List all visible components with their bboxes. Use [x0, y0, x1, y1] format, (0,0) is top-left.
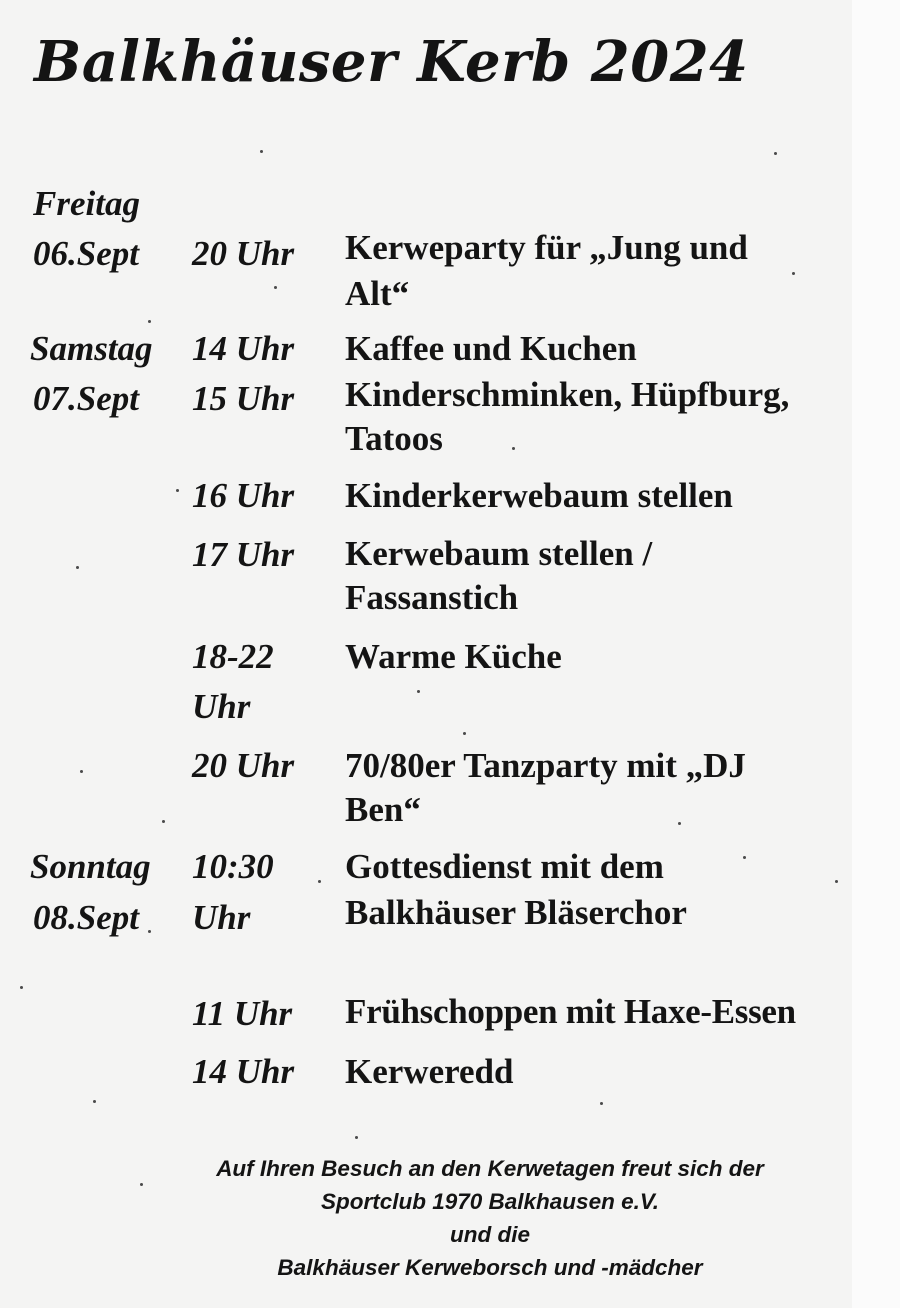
scan-speck	[274, 286, 277, 289]
scan-speck	[260, 150, 263, 153]
event-text: Kerweparty für „Jung und	[345, 228, 748, 267]
time-label: 14 Uhr	[192, 1052, 295, 1091]
time-label: 15 Uhr	[192, 379, 295, 418]
event-text: Warme Küche	[345, 637, 562, 676]
day-label-saturday: Samstag	[30, 329, 153, 368]
time-label: Uhr	[192, 898, 251, 937]
event-text: Kerweredd	[345, 1052, 514, 1091]
event-text: 70/80er Tanzparty mit „DJ	[345, 746, 746, 785]
footer-line: und die	[450, 1222, 530, 1247]
scan-speck	[600, 1102, 603, 1105]
time-label: 17 Uhr	[192, 535, 295, 574]
scan-speck	[162, 820, 165, 823]
scan-speck	[678, 822, 681, 825]
event-text: Balkhäuser Bläserchor	[345, 893, 687, 932]
event-text: Kinderkerwebaum stellen	[345, 476, 733, 515]
event-text: Ben“	[345, 790, 421, 829]
date-label-friday: 06.Sept	[33, 234, 139, 273]
time-label: 18-22	[192, 637, 274, 676]
event-text: Alt“	[345, 274, 410, 313]
scan-speck	[743, 856, 746, 859]
footer-line: Balkhäuser Kerweborsch und -mädcher	[277, 1255, 703, 1280]
time-label: 20 Uhr	[192, 234, 295, 273]
time-label: 11 Uhr	[192, 994, 293, 1033]
event-text: Tatoos	[345, 419, 443, 458]
event-text: Fassanstich	[345, 578, 519, 617]
scan-speck	[355, 1136, 358, 1139]
scan-speck	[417, 690, 420, 693]
event-text: Kerwebaum stellen /	[345, 534, 653, 573]
day-label-friday: Freitag	[33, 184, 140, 223]
scan-speck	[148, 320, 151, 323]
scan-speck	[176, 489, 179, 492]
time-label: 14 Uhr	[192, 329, 295, 368]
scan-speck	[835, 880, 838, 883]
event-text: Kinderschminken, Hüpfburg,	[345, 375, 790, 414]
event-text: Frühschoppen mit Haxe-Essen	[345, 992, 796, 1031]
scan-speck	[80, 770, 83, 773]
scan-speck	[774, 152, 777, 155]
scan-speck	[20, 986, 23, 989]
scan-speck	[318, 880, 321, 883]
day-label-sunday: Sonntag	[30, 847, 151, 886]
event-text: Gottesdienst mit dem	[345, 847, 664, 886]
scan-speck	[463, 732, 466, 735]
scan-speck	[792, 272, 795, 275]
time-label: 16 Uhr	[192, 476, 295, 515]
document-title: Balkhäuser Kerb 2024	[34, 29, 749, 95]
time-label: Uhr	[192, 687, 251, 726]
date-label-saturday: 07.Sept	[33, 379, 139, 418]
footer-note	[120, 1152, 860, 1284]
footer-line: Sportclub 1970 Balkhausen e.V.	[320, 1189, 660, 1214]
footer-line: Auf Ihren Besuch an den Kerwetagen freut sich der	[216, 1156, 764, 1181]
page-edge	[852, 0, 900, 1308]
scan-speck	[140, 1183, 143, 1186]
scan-speck	[76, 566, 79, 569]
scan-speck	[148, 930, 151, 933]
date-label-sunday: 08.Sept	[33, 898, 139, 937]
event-text: Kaffee und Kuchen	[345, 329, 637, 368]
time-label: 10:30	[192, 847, 274, 886]
scan-speck	[512, 447, 515, 450]
time-label: 20 Uhr	[192, 746, 295, 785]
scan-speck	[93, 1100, 96, 1103]
